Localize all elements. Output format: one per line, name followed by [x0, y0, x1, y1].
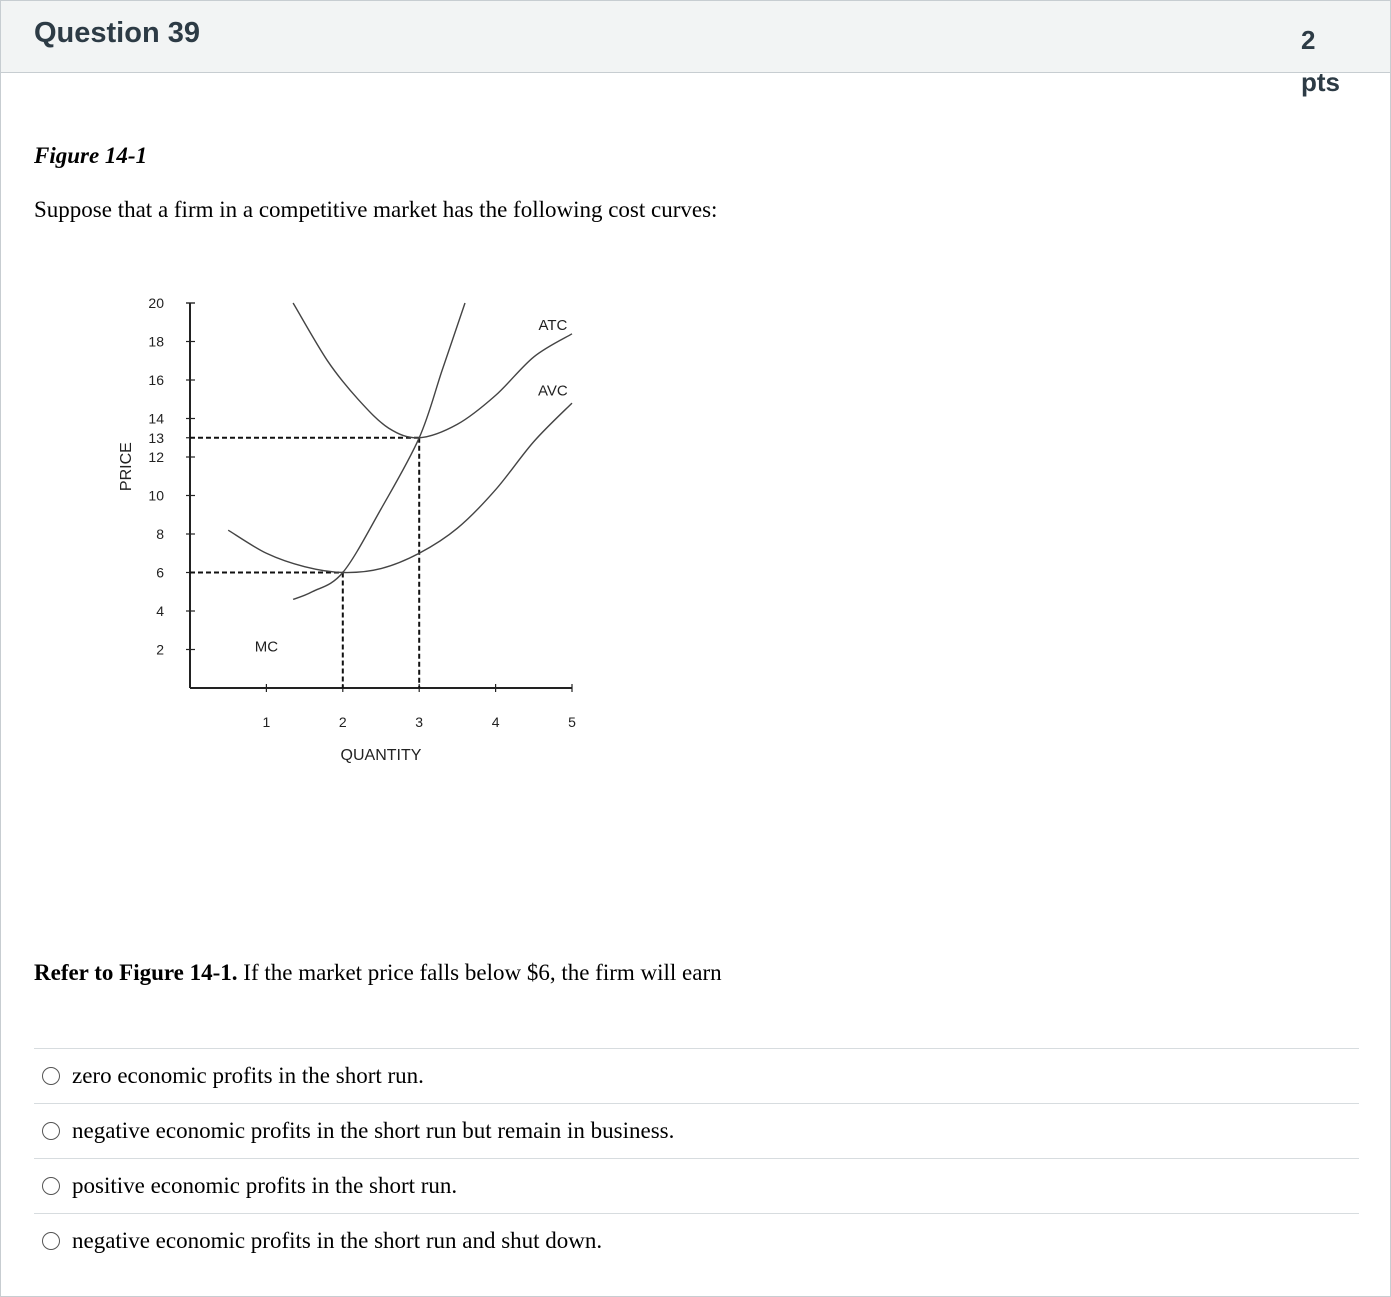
y-tick-label: 12 [148, 449, 164, 465]
figure-caption: Figure 14-1 [34, 143, 148, 168]
avc-label: AVC [538, 382, 568, 400]
answer-option[interactable] [34, 1158, 1359, 1213]
answer-label[interactable]: negative economic profits in the short run and shut down. [72, 1228, 603, 1253]
radio-button[interactable] [42, 1232, 60, 1250]
points-value: 2 [1301, 25, 1316, 55]
y-axis-label: PRICE [118, 442, 135, 492]
figure-intro: Suppose that a firm in a competitive market has the following cost curves: [34, 197, 718, 222]
atc-label: ATC [538, 316, 568, 334]
radio-button[interactable] [42, 1067, 60, 1085]
x-tick-label: 1 [262, 714, 271, 730]
points-unit: pts [1301, 67, 1340, 97]
y-tick-label: 4 [156, 603, 164, 619]
answer-label[interactable]: zero economic profits in the short run. [72, 1063, 424, 1088]
x-tick-label: 3 [415, 714, 424, 730]
y-tick-label: 18 [148, 333, 164, 350]
x-tick-label: 5 [568, 714, 576, 730]
avc-curve [228, 403, 572, 572]
y-tick-label: 16 [148, 372, 164, 388]
question-points [1301, 19, 1371, 103]
y-tick-label: 10 [148, 487, 164, 504]
y-tick-label: 8 [156, 526, 164, 542]
y-tick-label: 14 [148, 410, 164, 427]
answer-label[interactable]: positive economic profits in the short run. [72, 1173, 458, 1198]
x-tick-label: 4 [491, 714, 500, 730]
x-axis-label: QUANTITY [340, 747, 422, 764]
question-title: Question 39 [34, 17, 200, 49]
question-prompt [34, 960, 722, 986]
atc-curve [293, 303, 572, 438]
radio-button[interactable] [42, 1177, 60, 1195]
y-tick-label: 2 [156, 641, 164, 658]
cost-curves-chart [111, 286, 601, 776]
answer-option[interactable] [34, 1213, 1359, 1268]
question-header [1, 1, 1390, 97]
answer-option[interactable] [34, 1103, 1359, 1158]
mc-label: MC [254, 638, 279, 656]
x-tick-label: 2 [338, 714, 347, 730]
answer-list [34, 1048, 1359, 1268]
prompt-text: If the market price falls below $6, the firm will earn [237, 960, 722, 985]
y-tick-label: 13 [148, 429, 164, 446]
y-tick-label: 6 [156, 564, 164, 581]
y-tick-label: 20 [148, 295, 164, 311]
answer-option[interactable] [34, 1048, 1359, 1103]
prompt-figure-ref: Refer to Figure 14-1. [34, 960, 238, 985]
answer-label[interactable]: negative economic profits in the short run but remain in business. [72, 1118, 675, 1143]
radio-button[interactable] [42, 1122, 60, 1140]
